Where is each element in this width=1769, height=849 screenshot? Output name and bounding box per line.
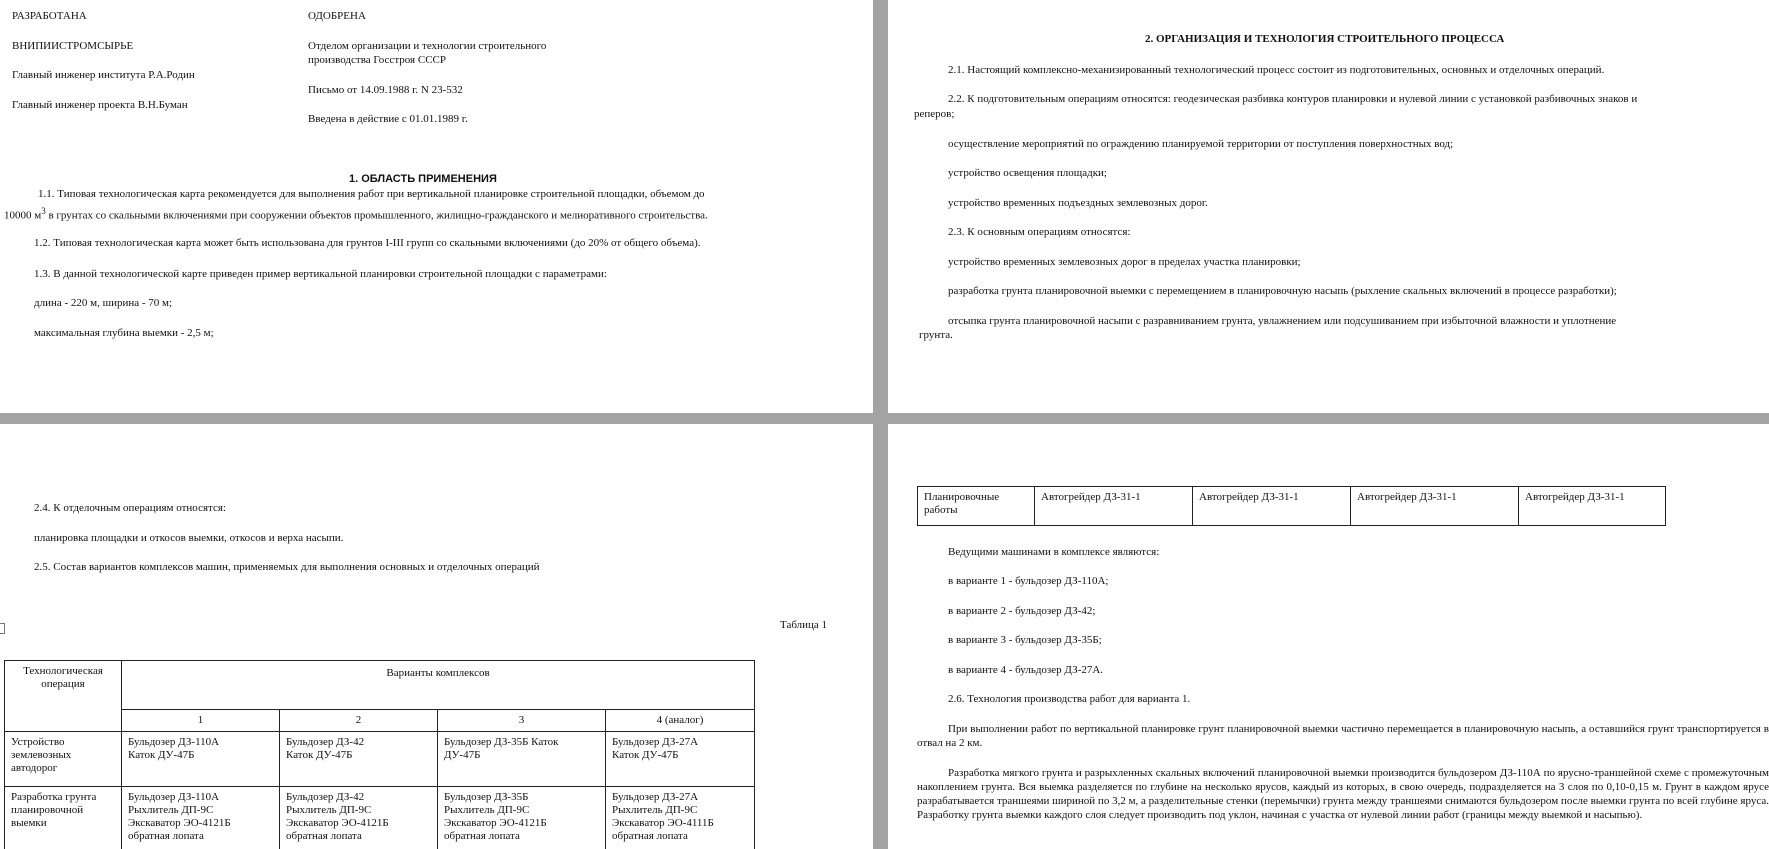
- volume-unit-exponent: 3: [41, 206, 46, 216]
- lead-machine-variant-2: в варианте 2 - бульдозер ДЗ-42;: [948, 605, 1096, 617]
- table-cell: Бульдозер ДЗ-110А Каток ДУ-47Б: [122, 732, 280, 787]
- header-variants: Варианты комплексов: [122, 661, 755, 710]
- paragraph-1-1-line1: 1.1. Типовая технологическая карта рекомендуется для выполнения работ при вертикальной планировке строительной площадки, объемом до: [38, 188, 705, 200]
- table-cell: Бульдозер ДЗ-110А Рыхлитель ДП-9С Экскаватор ЭО-4121Б обратная лопата: [122, 787, 280, 849]
- header-variant-1: 1: [122, 710, 280, 732]
- paragraph-2-6: 2.6. Технология производства работ для варианта 1.: [948, 693, 1191, 705]
- approval-developed-heading: РАЗРАБОТАНА: [12, 10, 87, 22]
- section-1-title: 1. ОБЛАСТЬ ПРИМЕНЕНИЯ: [349, 173, 497, 185]
- section-2-title: 2. ОРГАНИЗАЦИЯ И ТЕХНОЛОГИЯ СТРОИТЕЛЬНОГО ПРОЦЕССА: [1145, 33, 1505, 45]
- table-cell: Автогрейдер ДЗ-31-1: [1519, 487, 1666, 526]
- document-page-2: [888, 0, 1769, 413]
- header-variant-3: 3: [438, 710, 606, 732]
- lead-machine-variant-1: в варианте 1 - бульдозер ДЗ-110А;: [948, 575, 1109, 587]
- approving-department-line2: производства Госстроя СССР: [308, 54, 446, 66]
- effective-date: Введена в действие с 01.01.1989 г.: [308, 113, 468, 125]
- row-operation: Планировочные работы: [918, 487, 1035, 526]
- volume-value: 10000 м: [4, 209, 42, 222]
- main-operation-roads: устройство временных землевозных дорог в пределах участка планировки;: [948, 256, 1301, 268]
- document-page-1: [0, 0, 873, 413]
- approval-approved-heading: ОДОБРЕНА: [308, 10, 366, 22]
- prep-operation-drainage: осуществление мероприятий по ограждению планируемой территории от поступления поверхностных вод;: [948, 138, 1454, 150]
- approving-department-line1: Отделом организации и технологии строительного: [308, 40, 547, 52]
- paragraph-2-2-line2: реперов;: [914, 108, 955, 120]
- main-operation-fill-line2: грунта.: [919, 329, 953, 341]
- machine-complex-table: [4, 660, 755, 849]
- table-row: [5, 787, 755, 849]
- paragraph-1-3: 1.3. В данной технологической карте приведен пример вертикальной планировки строительной площадки с параметрами:: [34, 268, 607, 280]
- paragraph-excavation-scheme: Разработка мягкого грунта и разрыхленных скальных включений планировочной выемки производится бульдозером ДЗ-110А по ярусно-траншейной схеме с промежуточным накоплением грунта. Вся выемка разделяется по глубине на несколько ярусов, каждый из которых, в свою очередь, подразделяется на 3 слоя по 0,10-0,15 м. Грунт в каждом ярусе разрабатывается траншеями шириной по 3,2 м, а разделительные стенки (перемычки) грунта между траншеями снимаются бульдозером после выемки грунта по всей глубине яруса. Разработку грунта выемки каждого слоя следует производить под уклон, начиная с участка от нулевой линии работ (границы между выемкой и насыпью).: [917, 767, 1769, 821]
- document-page-4: [888, 424, 1769, 849]
- paragraph-2-5: 2.5. Состав вариантов комплексов машин, применяемых для выполнения основных и отделочных операций: [34, 561, 540, 573]
- chief-engineer-institute: Главный инженер института Р.А.Родин: [12, 69, 195, 81]
- chief-engineer-project: Главный инженер проекта В.Н.Буман: [12, 99, 188, 111]
- paragraph-1-2: 1.2. Типовая технологическая карта может быть использована для грунтов I-III групп со скальными включениями (до 20% от общего объема).: [34, 237, 701, 249]
- header-variant-2: 2: [280, 710, 438, 732]
- table-cell: Бульдозер ДЗ-42 Рыхлитель ДП-9С Экскаватор ЭО-4121Б обратная лопата: [280, 787, 438, 849]
- table-cell: Бульдозер ДЗ-35Б Рыхлитель ДП-9С Экскаватор ЭО-4121Б обратная лопата: [438, 787, 606, 849]
- site-length-width: длина - 220 м, ширина - 70 м;: [34, 297, 173, 309]
- paragraph-2-3: 2.3. К основным операциям относятся:: [948, 226, 1131, 238]
- main-operation-fill-line1: отсыпка грунта планировочной насыпи с разравниванием грунта, увлажнением или подсушиванием при избыточной влажности и уплотнение: [948, 315, 1617, 327]
- paragraph-soil-distribution: При выполнении работ по вертикальной планировке грунт планировочной выемки частично перемещается в планировочную насыпь, а оставшийся грунт транспортируется в отвал на 2 км.: [917, 723, 1769, 749]
- table-cell: Бульдозер ДЗ-35Б Каток ДУ-47Б: [438, 732, 606, 787]
- table-cell: Автогрейдер ДЗ-31-1: [1351, 487, 1519, 526]
- table-cell: Автогрейдер ДЗ-31-1: [1035, 487, 1193, 526]
- approval-letter: Письмо от 14.09.1988 г. N 23-532: [308, 84, 463, 96]
- table-cell: Автогрейдер ДЗ-31-1: [1193, 487, 1351, 526]
- finish-operation-planning: планировка площадки и откосов выемки, откосов и верха насыпи.: [34, 532, 344, 544]
- table-cell: Бульдозер ДЗ-42 Каток ДУ-47Б: [280, 732, 438, 787]
- document-page-3: [0, 424, 873, 849]
- table-caption: Таблица 1: [780, 619, 828, 631]
- table-anchor-marker: [0, 623, 5, 634]
- site-max-depth: максимальная глубина выемки - 2,5 м;: [34, 327, 214, 339]
- table-cell: Бульдозер ДЗ-27А Рыхлитель ДП-9С Экскаватор ЭО-4111Б обратная лопата: [606, 787, 755, 849]
- paragraph-1-1-tail: в грунтах со скальными включениями при сооружении объектов промышленного, жилищно-гражданского и мелиоративного строительства.: [45, 209, 708, 222]
- table-cell: Бульдозер ДЗ-27А Каток ДУ-47Б: [606, 732, 755, 787]
- main-operation-excavation: разработка грунта планировочной выемки с перемещением в планировочную насыпь (рыхление скальных включений в процессе разработки);: [948, 285, 1617, 297]
- paragraph-2-1: 2.1. Настоящий комплексно-механизированный технологический процесс состоит из подготовительных, основных и отделочных операций.: [948, 64, 1605, 76]
- table-row: [918, 487, 1666, 526]
- prep-operation-access-roads: устройство временных подъездных землевозных дорог.: [948, 197, 1208, 209]
- table-header-row: [5, 661, 755, 710]
- prep-operation-lighting: устройство освещения площадки;: [948, 167, 1107, 179]
- header-variant-4: 4 (аналог): [606, 710, 755, 732]
- lead-machine-variant-3: в варианте 3 - бульдозер ДЗ-35Б;: [948, 634, 1102, 646]
- paragraph-2-4: 2.4. К отделочным операциям относятся:: [34, 502, 226, 514]
- header-operation: Технологическая операция: [5, 661, 122, 732]
- lead-machines-intro: Ведущими машинами в комплексе являются:: [948, 546, 1160, 558]
- paragraph-2-2-line1: 2.2. К подготовительным операциям относятся: геодезическая разбивка контуров планировки и нулевой линии с установкой разбивочных знаков и: [948, 93, 1638, 105]
- developer-organization: ВНИПИИСТРОМСЫРЬЕ: [12, 40, 134, 52]
- machine-complex-table-continued: [917, 486, 1666, 526]
- lead-machine-variant-4: в варианте 4 - бульдозер ДЗ-27А.: [948, 664, 1104, 676]
- paragraph-1-1-line2: [4, 204, 708, 223]
- table-row: [5, 732, 755, 787]
- row-operation: Устройство землевозных автодорог: [5, 732, 122, 787]
- row-operation: Разработка грунта планировочной выемки: [5, 787, 122, 849]
